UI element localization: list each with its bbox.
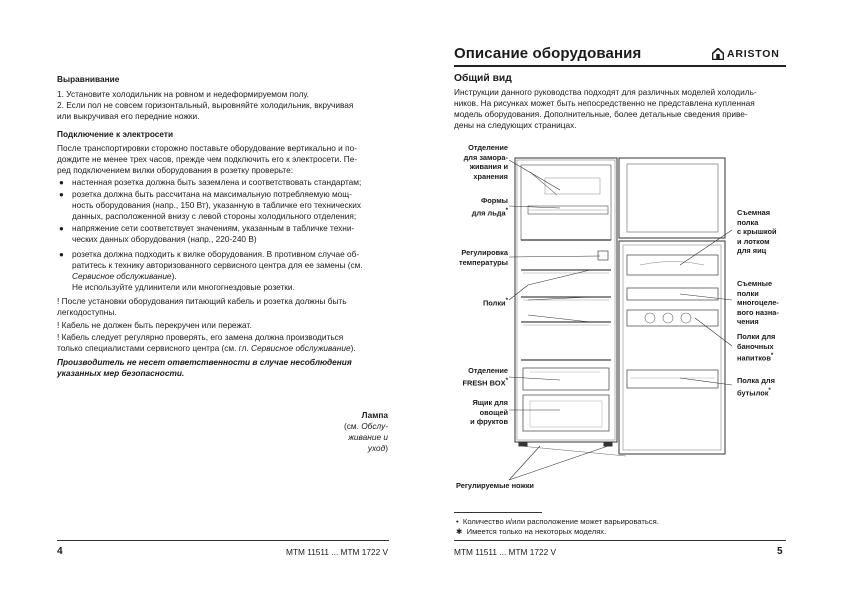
electric-bullet-4a: розетка должна подходить к вилке оборудования. В противном случае об-: [72, 249, 360, 259]
electric-heading: Подключение к электросети: [57, 129, 174, 139]
electric-intro-2: дождите не менее трех часов, прежде чем подключить его к электросети. Пе-: [57, 154, 358, 164]
lamp-title: Лампа: [361, 410, 388, 420]
overview-line-1: Инструкции данного руководства подходят для различных моделей холодиль-: [454, 87, 757, 97]
freezer-door: [619, 158, 725, 238]
footnote-2-text: Имеется только на некоторых моделях.: [466, 527, 607, 536]
adjustable-foot: [519, 442, 527, 446]
freezer-compartment: [521, 165, 611, 240]
electric-bullet-4d: Не используйте удлинители или многогнездовые розетки.: [72, 282, 295, 292]
overview-line-4: дены на следующих страницах.: [454, 120, 577, 130]
label-shelves: Полки*: [483, 297, 508, 308]
label-bottle-shelf: Полка для бутылок*: [737, 376, 775, 398]
footer-model: MTM 11511 ... MTM 1722 V: [454, 547, 557, 557]
overview-line-2: ников. На рисунках может быть непосредственно не представлена купленная: [454, 98, 755, 108]
footer-model: MTM 11511 ... MTM 1722 V: [286, 547, 389, 557]
note-1b: легкодоступны.: [57, 307, 117, 317]
can-shelf: [627, 310, 718, 326]
lamp-ref-2: живание и: [348, 432, 388, 442]
label-freezer-compartment: Отделение для замора- живания и хранения: [463, 143, 508, 181]
levelling-step-2b: или выкручивая его передние ножки.: [57, 111, 200, 121]
electric-bullet-3b: ческих данных оборудования (напр., 220-240 В): [72, 234, 257, 244]
label-fresh-box: Отделение FRESH BOX*: [462, 366, 508, 388]
asterisk-icon: ✱: [456, 527, 463, 536]
lamp-ref-open: (см.: [343, 421, 362, 431]
footnote-1-text: Количество и/или расположение может варьироваться.: [462, 517, 659, 526]
electric-bullet-3a: напряжение сети соответствует значениям, указанным в табличке техни-: [72, 223, 355, 233]
bullet-icon: •: [456, 517, 459, 526]
fridge-door: [619, 241, 725, 454]
service-ref: Сервисное обслуживание: [72, 271, 172, 281]
label-adjustable-feet: Регулируемые ножки: [456, 481, 534, 490]
paren-close: ).: [350, 343, 356, 353]
label-egg-shelf: Съемная полка с крышкой и лотком для яиц: [737, 208, 777, 256]
note-3a: ! Кабель следует регулярно проверять, его замена должна производиться: [57, 332, 344, 342]
levelling-step-1: 1. Установите холодильник на ровном и недеформируемом полу.: [57, 89, 309, 99]
electric-bullet-1: настенная розетка должна быть заземлена и соответствовать стандартам;: [72, 177, 362, 187]
crisper-drawer: [523, 395, 609, 431]
page-number: 5: [777, 546, 783, 557]
overview-heading: Общий вид: [454, 73, 512, 84]
overview-line-3: модель оборудования. Дополнительные, более детальные сведения приве-: [454, 109, 748, 119]
lamp-ref-italic: уход: [367, 443, 386, 453]
disclaimer-1: Производитель не несет ответственности в случае несоблюдения: [57, 357, 352, 367]
electric-intro-1: После транспортировки сторожно поставьте оборудование вертикально и по-: [57, 143, 357, 153]
note-2: ! Кабель не должен быть перекручен или пережат.: [57, 320, 252, 330]
bullet-marker: ●: [59, 224, 64, 233]
bullet-marker: ●: [59, 190, 64, 199]
footnote-rule: [454, 512, 542, 513]
label-crisper: Ящик для овощей и фруктов: [470, 398, 508, 427]
paren-close: ).: [171, 271, 177, 281]
label-ice-trays: Формы для льда*: [471, 196, 508, 218]
bullet-marker: ●: [59, 250, 64, 259]
note-1a: ! После установки оборудования питающий кабель и розетка должны быть: [57, 296, 347, 306]
thermostat: [598, 251, 608, 260]
electric-bullet-4b: ратитесь к технику авторизованного сервисного центра для ее замены (см.: [72, 260, 363, 270]
disclaimer-2: указанных мер безопасности.: [57, 368, 185, 378]
electric-bullet-2c: данных, расположенной внизу с левой стороны холодильного отделения;: [72, 211, 357, 221]
electric-bullet-2a: розетка должна быть рассчитана на максимальную потребляемую мощ-: [72, 189, 352, 199]
page-title: Описание оборудования: [454, 45, 642, 62]
label-thermostat: Регулировка температуры: [459, 248, 508, 267]
multi-purpose-shelf: [627, 288, 718, 300]
lamp-ref-italic: Обслу-: [361, 421, 388, 431]
footer-rule: [454, 540, 786, 541]
bottle-shelf: [627, 370, 718, 388]
note-3b-text: только специалистами сервисного центра (см. гл.: [57, 343, 252, 353]
paren-close: ): [385, 443, 388, 453]
label-can-shelf: Полки для баночных напитков*: [737, 332, 776, 363]
service-ref: Сервисное обслуживание: [251, 343, 351, 353]
levelling-heading: Выравнивание: [57, 74, 120, 84]
electric-bullet-2b: ность оборудования (напр., 150 Вт), указанную в табличке его технических: [72, 200, 362, 210]
adjustable-foot: [604, 442, 612, 446]
footnote-2: [456, 526, 606, 538]
bullet-marker: ●: [59, 178, 64, 187]
label-multi-shelves: Съемные полки многоцеле- вого назна- чения: [737, 279, 779, 327]
brand-name: ARISTON: [727, 48, 780, 60]
page-number: 4: [57, 546, 63, 557]
levelling-step-2a: 2. Если пол не совсем горизонтальный, выровняйте холодильник, вкручивая: [57, 100, 354, 110]
electric-intro-3: ред подключением вилки оборудования в розетку проверьте:: [57, 165, 294, 175]
fresh-box-drawer: [523, 368, 609, 390]
